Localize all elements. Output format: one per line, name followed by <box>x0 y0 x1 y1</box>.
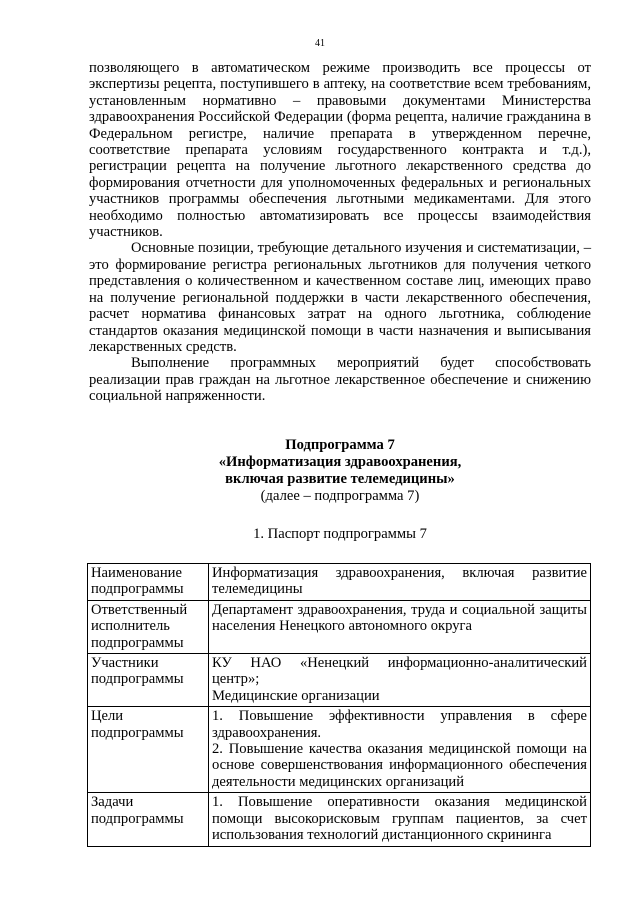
passport-value-line: Информатизация здравоохранения, включая развитие телемедицины <box>212 565 587 598</box>
passport-value-executor <box>209 600 591 653</box>
passport-value-goals <box>209 707 591 793</box>
subprogram-name-line1: «Информатизация здравоохранения, <box>218 454 462 470</box>
subprogram-name-line2: включая развитие телемедицины» <box>225 471 455 487</box>
passport-value-line: 2. Повышение качества оказания медицинской помощи на основе совершенствования информационного обеспечения деятельности медицинских организаций <box>212 741 587 790</box>
table-row <box>88 654 591 707</box>
paragraph-continuation: позволяющего в автоматическом режиме производить все процессы от экспертизы рецепта, поступившего в аптеку, на соответствие всем требованиям, установленным нормативно – правовыми документами Министерства здравоохранения Российской Федерации (форма рецепта, наличие гражданина в Федеральном регистре, наличие препарата в утвержденном перечне, соответствие препарата условиям государственного контракта и т.д.), регистрации рецепта на получение льготного лекарственного средства до формирования отчетности для уполномоченных федеральных и региональных участников программы обеспечения льготными медикаментами. Для этого необходимо полностью автоматизировать все процессы взаимодействия участников. <box>89 60 591 241</box>
subprogram-title: Подпрограмма 7 <box>285 437 395 453</box>
passport-value-name <box>209 564 591 601</box>
passport-value-line: Департамент здравоохранения, труда и социальной защиты населения Ненецкого автономного округа <box>212 601 587 635</box>
subprogram-note: (далее – подпрограмма 7) <box>260 488 420 504</box>
paragraph-key-positions: Основные позиции, требующие детального изучения и систематизации, – это формирование регистра региональных льготников для получения четкого представления о количественном и качественном составе лиц, имеющих право на получение региональной поддержки в части лекарственного обеспечения, расчет норматива финансовых затрат на одного льготника, соблюдение стандартов оказания медицинской помощи в части назначения и выписывания лекарственных средств. <box>89 240 591 355</box>
passport-value-line: Медицинские организации <box>212 687 380 704</box>
passport-label-tasks: Задачи подпрограммы <box>88 793 209 846</box>
page-number: 41 <box>315 38 325 49</box>
passport-value-line: 1. Повышение оперативности оказания медицинской помощи высокорисковым группам пациентов, за счет использования технологий дистанционного скрининга <box>212 794 587 844</box>
table-row <box>88 707 591 793</box>
body-text <box>89 60 591 405</box>
passport-value-participants <box>209 654 591 707</box>
table-row <box>88 600 591 653</box>
passport-value-line: КУ НАО «Ненецкий информационно-аналитический центр»; <box>212 655 587 688</box>
passport-label-participants: Участники подпрограммы <box>88 654 209 707</box>
passport-label-goals: Цели подпрограммы <box>88 707 209 793</box>
passport-label-name: Наименование подпрограммы <box>88 564 209 601</box>
passport-title: 1. Паспорт подпрограммы 7 <box>253 526 427 542</box>
passport-table <box>87 563 591 847</box>
passport-value-tasks <box>209 793 591 846</box>
paragraph-program-results: Выполнение программных мероприятий будет способствовать реализации прав граждан на льготное лекарственное обеспечение и снижению социальной напряженности. <box>89 355 591 405</box>
subprogram-heading <box>89 437 591 505</box>
passport-value-line: 1. Повышение эффективности управления в сфере здравоохранения. <box>212 708 587 741</box>
table-row <box>88 564 591 601</box>
passport-label-executor: Ответственный исполнитель подпрограммы <box>88 600 209 653</box>
table-row <box>88 793 591 846</box>
